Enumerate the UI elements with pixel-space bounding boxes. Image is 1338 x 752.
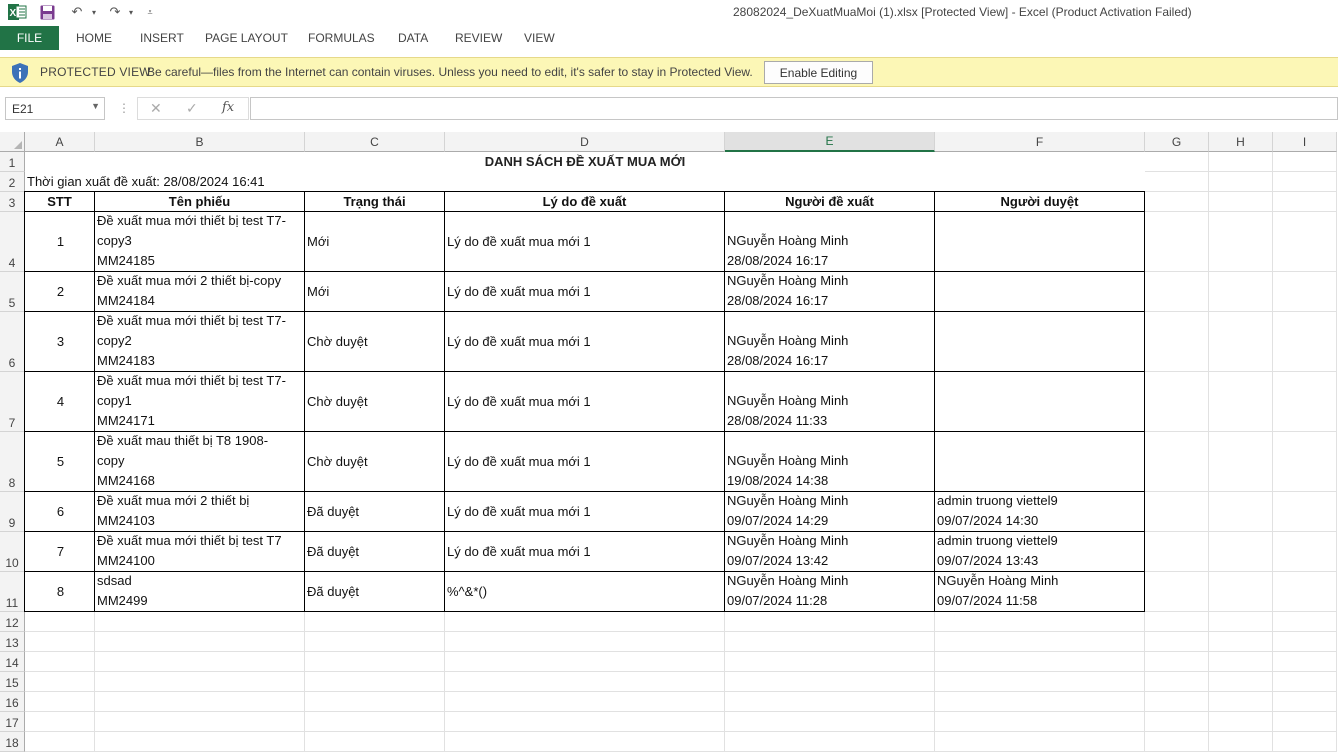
cell-G13[interactable] <box>1145 632 1209 652</box>
row-header-17[interactable]: 17 <box>0 712 25 732</box>
enable-editing-button[interactable]: Enable Editing <box>764 61 873 84</box>
cell-G10[interactable] <box>1145 532 1209 572</box>
cell-ten-phieu[interactable]: Đề xuất mua mới thiết bị test T7- copy2 MM24183 <box>94 311 305 372</box>
row-header-14[interactable]: 14 <box>0 652 25 672</box>
select-all-corner[interactable] <box>0 132 25 152</box>
cell-B12[interactable] <box>95 612 305 632</box>
cell-G8[interactable] <box>1145 432 1209 492</box>
cell-I15[interactable] <box>1273 672 1337 692</box>
column-header-f[interactable]: F <box>935 132 1145 152</box>
insert-function-icon[interactable]: fx <box>222 100 235 115</box>
cell-H9[interactable] <box>1209 492 1273 532</box>
cell-D18[interactable] <box>445 732 725 752</box>
protected-view-bar <box>0 57 1338 87</box>
cell-stt[interactable]: 2 <box>24 271 95 312</box>
cell-ly-do[interactable]: Lý do đề xuất mua mới 1 <box>444 311 725 372</box>
table-header: Lý do đề xuất <box>444 191 725 212</box>
cell-F13[interactable] <box>935 632 1145 652</box>
cell-trang-thai[interactable]: Đã duyệt <box>304 491 445 532</box>
cell-I11[interactable] <box>1273 572 1337 612</box>
cell-stt[interactable]: 8 <box>24 571 95 612</box>
column-header-c[interactable]: C <box>305 132 445 152</box>
cell-nguoi-duyet[interactable] <box>934 271 1145 312</box>
cell-stt[interactable]: 7 <box>24 531 95 572</box>
row-header-1[interactable]: 1 <box>0 152 25 172</box>
cell-C13[interactable] <box>305 632 445 652</box>
cell-D15[interactable] <box>445 672 725 692</box>
cell-F12[interactable] <box>935 612 1145 632</box>
tab-home[interactable]: HOME <box>76 31 112 45</box>
cell-stt[interactable]: 5 <box>24 431 95 492</box>
table-header: Người duyệt <box>934 191 1145 212</box>
cell-D17[interactable] <box>445 712 725 732</box>
cell-D13[interactable] <box>445 632 725 652</box>
redo-dropdown-icon[interactable]: ▾ <box>128 7 133 17</box>
cell-nguoi-duyet[interactable] <box>934 311 1145 372</box>
window-title: 28082024_DeXuatMuaMoi (1).xlsx [Protected View] - Excel (Product Activation Failed) <box>733 5 1192 19</box>
export-time: Thời gian xuất đề xuất: 28/08/2024 16:41 <box>25 172 1145 192</box>
cell-C18[interactable] <box>305 732 445 752</box>
cell-I14[interactable] <box>1273 652 1337 672</box>
cell-G5[interactable] <box>1145 272 1209 312</box>
column-header-e[interactable]: E <box>725 132 935 152</box>
cell-E13[interactable] <box>725 632 935 652</box>
cell-B18[interactable] <box>95 732 305 752</box>
cell-E15[interactable] <box>725 672 935 692</box>
cell-I16[interactable] <box>1273 692 1337 712</box>
cell-I2[interactable] <box>1273 172 1337 192</box>
cell-G4[interactable] <box>1145 212 1209 272</box>
row-header-6[interactable]: 6 <box>0 312 25 372</box>
column-header-i[interactable]: I <box>1273 132 1337 152</box>
undo-icon[interactable]: ↶ <box>71 4 83 19</box>
cell-F14[interactable] <box>935 652 1145 672</box>
table-header: Tên phiếu <box>94 191 305 212</box>
cell-G9[interactable] <box>1145 492 1209 532</box>
row-header-11[interactable]: 11 <box>0 572 25 612</box>
cell-H16[interactable] <box>1209 692 1273 712</box>
row-header-13[interactable]: 13 <box>0 632 25 652</box>
cell-C14[interactable] <box>305 652 445 672</box>
row-header-16[interactable]: 16 <box>0 692 25 712</box>
table-header: STT <box>24 191 95 212</box>
cell-E17[interactable] <box>725 712 935 732</box>
cell-ly-do[interactable]: Lý do đề xuất mua mới 1 <box>444 431 725 492</box>
cell-H14[interactable] <box>1209 652 1273 672</box>
cell-nguoi-de-xuat[interactable]: NGuyễn Hoàng Minh 28/08/2024 11:33 <box>724 371 935 432</box>
column-header-a[interactable]: A <box>25 132 95 152</box>
formula-bar-grip-icon[interactable]: ⋮ <box>118 101 130 115</box>
cell-trang-thai[interactable]: Chờ duyệt <box>304 371 445 432</box>
cell-G12[interactable] <box>1145 612 1209 632</box>
cell-F17[interactable] <box>935 712 1145 732</box>
cell-stt[interactable]: 6 <box>24 491 95 532</box>
cell-C17[interactable] <box>305 712 445 732</box>
cell-H17[interactable] <box>1209 712 1273 732</box>
cell-H4[interactable] <box>1209 212 1273 272</box>
cell-H6[interactable] <box>1209 312 1273 372</box>
cell-nguoi-de-xuat[interactable]: NGuyễn Hoàng Minh 28/08/2024 16:17 <box>724 271 935 312</box>
cell-I13[interactable] <box>1273 632 1337 652</box>
cell-G16[interactable] <box>1145 692 1209 712</box>
cell-trang-thai[interactable]: Chờ duyệt <box>304 431 445 492</box>
cell-G3[interactable] <box>1145 192 1209 212</box>
cell-I18[interactable] <box>1273 732 1337 752</box>
cell-trang-thai[interactable]: Chờ duyệt <box>304 311 445 372</box>
cell-ten-phieu[interactable]: sdsad MM2499 <box>94 571 305 612</box>
cell-nguoi-duyet[interactable]: NGuyễn Hoàng Minh 09/07/2024 11:58 <box>934 571 1145 612</box>
cell-E14[interactable] <box>725 652 935 672</box>
svg-text:X: X <box>9 8 17 19</box>
cell-G14[interactable] <box>1145 652 1209 672</box>
cell-stt[interactable]: 3 <box>24 311 95 372</box>
cell-G17[interactable] <box>1145 712 1209 732</box>
cell-ten-phieu[interactable]: Đề xuất mua mới thiết bị test T7- copy1 MM24171 <box>94 371 305 432</box>
cell-G11[interactable] <box>1145 572 1209 612</box>
cell-H15[interactable] <box>1209 672 1273 692</box>
row-header-18[interactable]: 18 <box>0 732 25 752</box>
shield-icon <box>10 62 30 84</box>
cell-ten-phieu[interactable]: Đề xuất mau thiết bị T8 1908- copy MM24168 <box>94 431 305 492</box>
row-header-12[interactable]: 12 <box>0 612 25 632</box>
undo-dropdown-icon[interactable]: ▾ <box>91 7 96 17</box>
cell-nguoi-duyet[interactable] <box>934 211 1145 272</box>
tab-review[interactable]: REVIEW <box>455 31 503 45</box>
cell-C15[interactable] <box>305 672 445 692</box>
tab-insert[interactable]: INSERT <box>140 31 184 45</box>
cell-D16[interactable] <box>445 692 725 712</box>
cell-G18[interactable] <box>1145 732 1209 752</box>
cell-C12[interactable] <box>305 612 445 632</box>
row-header-2[interactable]: 2 <box>0 172 25 192</box>
cell-trang-thai[interactable]: Đã duyệt <box>304 571 445 612</box>
formula-input[interactable] <box>250 97 1338 120</box>
cell-nguoi-duyet[interactable]: admin truong viettel9 09/07/2024 13:43 <box>934 531 1145 572</box>
cell-H12[interactable] <box>1209 612 1273 632</box>
cell-I8[interactable] <box>1273 432 1337 492</box>
cell-A18[interactable] <box>25 732 95 752</box>
cell-I3[interactable] <box>1273 192 1337 212</box>
cell-I10[interactable] <box>1273 532 1337 572</box>
cell-A17[interactable] <box>25 712 95 732</box>
enter-check-icon[interactable]: ✓ <box>186 100 198 116</box>
tab-view[interactable]: VIEW <box>524 31 555 45</box>
cell-ly-do[interactable]: Lý do đề xuất mua mới 1 <box>444 371 725 432</box>
ribbon-tabs <box>0 24 1338 52</box>
excel-logo-icon <box>8 3 26 21</box>
formula-bar <box>0 94 1338 124</box>
column-header-b[interactable]: B <box>95 132 305 152</box>
cell-F15[interactable] <box>935 672 1145 692</box>
cell-B13[interactable] <box>95 632 305 652</box>
row-header-4[interactable]: 4 <box>0 212 25 272</box>
cell-B17[interactable] <box>95 712 305 732</box>
redo-icon[interactable]: ↷ <box>109 4 121 19</box>
cell-I1[interactable] <box>1273 152 1337 172</box>
cell-nguoi-de-xuat[interactable]: NGuyễn Hoàng Minh 28/08/2024 16:17 <box>724 211 935 272</box>
row-header-9[interactable]: 9 <box>0 492 25 532</box>
column-header-h[interactable]: H <box>1209 132 1273 152</box>
protected-view-label: PROTECTED VIEW <box>40 65 151 79</box>
cell-I6[interactable] <box>1273 312 1337 372</box>
cell-trang-thai[interactable]: Đã duyệt <box>304 531 445 572</box>
protected-view-message: Be careful—files from the Internet can contain viruses. Unless you need to edit, it's safer to stay in Protected View. <box>147 65 753 79</box>
table-header: Người đề xuất <box>724 191 935 212</box>
save-icon[interactable] <box>38 3 56 21</box>
cell-ten-phieu[interactable]: Đề xuất mua mới 2 thiết bị MM24103 <box>94 491 305 532</box>
cell-H18[interactable] <box>1209 732 1273 752</box>
title-bar <box>0 0 1338 24</box>
sheet-title: DANH SÁCH ĐỀ XUẤT MUA MỚI <box>25 152 1145 172</box>
cell-H10[interactable] <box>1209 532 1273 572</box>
cell-A15[interactable] <box>25 672 95 692</box>
cell-H3[interactable] <box>1209 192 1273 212</box>
cell-nguoi-de-xuat[interactable]: NGuyễn Hoàng Minh 09/07/2024 14:29 <box>724 491 935 532</box>
cell-H7[interactable] <box>1209 372 1273 432</box>
cell-trang-thai[interactable]: Mới <box>304 211 445 272</box>
cell-nguoi-duyet[interactable]: admin truong viettel9 09/07/2024 14:30 <box>934 491 1145 532</box>
formula-buttons <box>137 97 249 120</box>
cell-B16[interactable] <box>95 692 305 712</box>
cell-A16[interactable] <box>25 692 95 712</box>
cell-stt[interactable]: 1 <box>24 211 95 272</box>
cell-trang-thai[interactable]: Mới <box>304 271 445 312</box>
cell-ly-do[interactable]: Lý do đề xuất mua mới 1 <box>444 271 725 312</box>
tab-file[interactable]: FILE <box>0 26 59 50</box>
cell-ly-do[interactable]: Lý do đề xuất mua mới 1 <box>444 531 725 572</box>
cell-G6[interactable] <box>1145 312 1209 372</box>
cell-G7[interactable] <box>1145 372 1209 432</box>
cell-H11[interactable] <box>1209 572 1273 612</box>
cell-F18[interactable] <box>935 732 1145 752</box>
cell-C16[interactable] <box>305 692 445 712</box>
cell-nguoi-de-xuat[interactable]: NGuyễn Hoàng Minh 19/08/2024 14:38 <box>724 431 935 492</box>
table-header: Trạng thái <box>304 191 445 212</box>
cancel-icon[interactable]: ✕ <box>150 100 162 116</box>
cell-ly-do[interactable]: Lý do đề xuất mua mới 1 <box>444 211 725 272</box>
cell-nguoi-duyet[interactable] <box>934 431 1145 492</box>
cell-D12[interactable] <box>445 612 725 632</box>
worksheet[interactable] <box>0 132 1338 750</box>
cell-I17[interactable] <box>1273 712 1337 732</box>
cell-D14[interactable] <box>445 652 725 672</box>
row-header-3[interactable]: 3 <box>0 192 25 212</box>
cell-H1[interactable] <box>1209 152 1273 172</box>
cell-ten-phieu[interactable]: Đề xuất mua mới thiết bị test T7 MM24100 <box>94 531 305 572</box>
row-header-8[interactable]: 8 <box>0 432 25 492</box>
cell-H5[interactable] <box>1209 272 1273 312</box>
cell-nguoi-duyet[interactable] <box>934 371 1145 432</box>
row-header-7[interactable]: 7 <box>0 372 25 432</box>
cell-nguoi-de-xuat[interactable]: NGuyễn Hoàng Minh 28/08/2024 16:17 <box>724 311 935 372</box>
cell-I9[interactable] <box>1273 492 1337 532</box>
cell-B14[interactable] <box>95 652 305 672</box>
cell-E12[interactable] <box>725 612 935 632</box>
cell-I7[interactable] <box>1273 372 1337 432</box>
cell-nguoi-de-xuat[interactable]: NGuyễn Hoàng Minh 09/07/2024 11:28 <box>724 571 935 612</box>
cell-G15[interactable] <box>1145 672 1209 692</box>
cell-I4[interactable] <box>1273 212 1337 272</box>
cell-H8[interactable] <box>1209 432 1273 492</box>
row-header-10[interactable]: 10 <box>0 532 25 572</box>
cell-ten-phieu[interactable]: Đề xuất mua mới thiết bị test T7- copy3 MM24185 <box>94 211 305 272</box>
cell-nguoi-de-xuat[interactable]: NGuyễn Hoàng Minh 09/07/2024 13:42 <box>724 531 935 572</box>
name-box[interactable] <box>5 97 105 120</box>
cell-B15[interactable] <box>95 672 305 692</box>
cell-A13[interactable] <box>25 632 95 652</box>
column-header-g[interactable]: G <box>1145 132 1209 152</box>
cell-E18[interactable] <box>725 732 935 752</box>
cell-E16[interactable] <box>725 692 935 712</box>
tab-data[interactable]: DATA <box>398 31 429 45</box>
name-box-dropdown-icon[interactable]: ▼ <box>91 101 100 111</box>
cell-ly-do[interactable]: Lý do đề xuất mua mới 1 <box>444 491 725 532</box>
cell-F16[interactable] <box>935 692 1145 712</box>
cell-ten-phieu[interactable]: Đề xuất mua mới 2 thiết bị-copy MM24184 <box>94 271 305 312</box>
column-header-d[interactable]: D <box>445 132 725 152</box>
cell-G1[interactable] <box>1145 152 1209 172</box>
name-box-value: E21 <box>12 102 34 116</box>
cell-ly-do[interactable]: %^&*() <box>444 571 725 612</box>
cell-I5[interactable] <box>1273 272 1337 312</box>
row-header-5[interactable]: 5 <box>0 272 25 312</box>
cell-G2[interactable] <box>1145 172 1209 192</box>
cell-I12[interactable] <box>1273 612 1337 632</box>
cell-A12[interactable] <box>25 612 95 632</box>
customize-qat-icon[interactable]: ⩡ <box>147 6 153 17</box>
cell-A14[interactable] <box>25 652 95 672</box>
row-header-15[interactable]: 15 <box>0 672 25 692</box>
cell-stt[interactable]: 4 <box>24 371 95 432</box>
tab-page-layout[interactable]: PAGE LAYOUT <box>205 31 288 45</box>
cell-H2[interactable] <box>1209 172 1273 192</box>
tab-formulas[interactable]: FORMULAS <box>308 31 375 45</box>
cell-H13[interactable] <box>1209 632 1273 652</box>
